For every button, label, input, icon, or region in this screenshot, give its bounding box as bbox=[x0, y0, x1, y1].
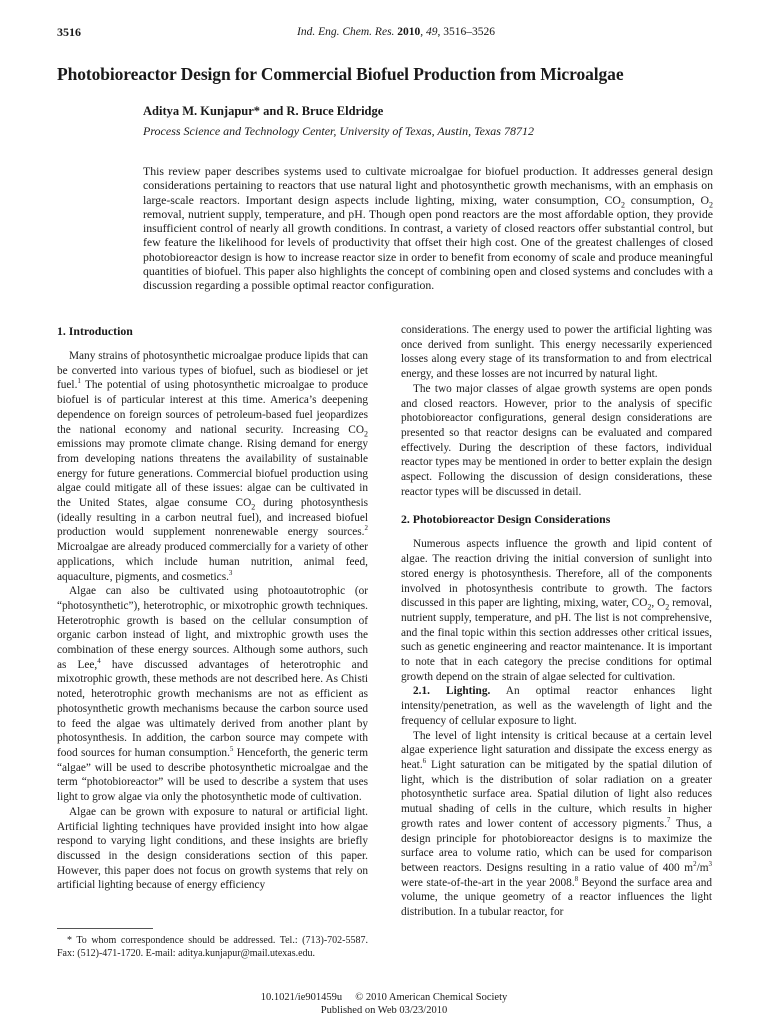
footnote-divider bbox=[57, 928, 153, 929]
lighting-paragraph-1: 2.1. Lighting. An optimal reactor enhances light intensity/penetration, as well as the wavelength of light and the frequency of cellular exposure to light. bbox=[401, 685, 712, 727]
author-affiliation: Process Science and Technology Center, University of Texas, Austin, Texas 78712 bbox=[143, 124, 534, 138]
design-paragraph-1: Numerous aspects influence the growth and lipid content of algae. The reaction driving the initial conversion of sunlight into stored energy is photosynthesis. Therefore, all of the components involved in photosynthesis contribute to growth. The factors discussed in this paper are lighting, mixing, water, $CO_2$, $O_2$ removal, nutrient supply, temperature, and pH. The list is not comprehensive, and the final topic within this section addresses other critical issues, such as genetic engineering and reactor maintenance. It is important to note that in each category the precise conditions for optimal growth depend on the strain of algae selected for cultivation. bbox=[401, 538, 712, 683]
left-column bbox=[57, 323, 368, 893]
lighting-paragraph-2: The level of light intensity is critical because at a certain level algae experience light saturation and dissipate the excess energy as heat.$^6$ Light saturation can be mitigated by the spatial dilution of light, which is the distribution of solar radiation on a greater photosynthetic surface area. Spatial dilution of light also reduces mutual shading of cells in the culture, which results in higher growth rates and lower content of accessory pigments.$^7$ Thus, a design principle for photobioreactor designs is to maximize the surface area to volume ratio, which can be used for comparison between reactors. Designs resulting in a ratio value of 400 $m^2/m^3$ were state-of-the-art in the year 2008.$^8$ Beyond the surface area and volume, the unique geometry of a reactor influences the light distribution. In a tubular reactor, for bbox=[401, 729, 712, 919]
published-date: Published on Web 03/23/2010 bbox=[320, 1005, 448, 1016]
copyright-text: © 2010 American Chemical Society bbox=[355, 992, 508, 1003]
running-header bbox=[57, 25, 711, 43]
intro-paragraph-3: Algae can be grown with exposure to natural or artificial light. Artificial lighting techniques have provided insight into how algae respond to varying light conditions, and these insights are briefly discussed in the design considerations section of this paper. However, this paper does not focus on growth systems that rely on artificial lighting because of energy efficiency bbox=[57, 805, 368, 892]
citation-ref: 1 bbox=[77, 377, 81, 386]
author-list: Aditya M. Kunjapur* and R. Bruce Eldridge bbox=[143, 104, 384, 118]
citation-ref: 2 bbox=[364, 524, 368, 533]
citation-ref: 4 bbox=[97, 657, 101, 665]
citation-ref: 8 bbox=[574, 874, 579, 883]
citation-ref: 3 bbox=[228, 568, 233, 577]
correspondence-footnote: * To whom correspondence should be addressed. Tel.: (713)-702-5587. Fax: (512)-471-1720. E-mail: aditya.kunjapur@mail.utexas.edu. bbox=[57, 935, 368, 959]
journal-pages: 3516–3526 bbox=[443, 26, 496, 38]
citation-ref: 7 bbox=[666, 816, 671, 825]
section-heading-introduction: 1. Introduction bbox=[57, 324, 133, 338]
intro-paragraph-2: Algae can also be cultivated using photoautotrophic (or “photosynthetic”), heterotrophic, or mixotrophic growth techniques. Heterotrophic growth is based on the cellular consumption of organic carbon instead of light, and mixtrophic growth uses the combination of these energy sources. Although some authors, such as Lee,$^4$ have discussed advantages of heterotrophic and mixotrophic growth, these methods are not described here. As Chisti noted, heterotrophic growth mechanisms are not as efficient as photosynthetic growth mechanisms because the carbon source used to feed the algae was ultimately derived from another plant by photosynthesis. In addition, the carbon source may compete with food sources for human consumption.$^5$ Henceforth, the generic term “algae” will be used to describe photosynthetic microalgae and the term “photobioreactor” will be used to describe a system that uses light to grow algae via only the photosynthetic mode of cultivation. bbox=[57, 585, 368, 804]
section-heading-design-considerations: 2. Photobioreactor Design Considerations bbox=[401, 512, 611, 527]
intro-paragraph-4: The two major classes of algae growth systems are open ponds and closed reactors. However, prior to the analysis of specific photobioreactor configurations, general design considerations are presented so that reactor designs can be evaluated and compared effectively. During the description of these factors, individual reactor types may be mentioned in order to better explain the design aspect. Following the discussion of design considerations, these reactor types will be discussed in detail. bbox=[401, 382, 712, 498]
right-column bbox=[401, 323, 712, 920]
citation-ref: 6 bbox=[422, 757, 427, 766]
page-footer bbox=[0, 991, 768, 1017]
paper-title: Photobioreactor Design for Commercial Biofuel Production from Microalgae bbox=[57, 64, 624, 84]
journal-year: 2010 bbox=[397, 26, 421, 38]
journal-volume: 49 bbox=[426, 26, 438, 38]
intro-paragraph-continued: considerations. The energy used to power the artificial lighting was once derived from sunlight. This energy necessarily experienced losses along every stage of its transformation to and from electrical energy, and these losses are not incurred by natural light. bbox=[401, 324, 712, 381]
doi-text: 10.1021/ie901459u bbox=[260, 992, 343, 1003]
journal-name: Ind. Eng. Chem. Res. bbox=[297, 26, 395, 38]
journal-citation: Ind. Eng. Chem. Res. 2010, 49, 3516–3526 bbox=[297, 26, 496, 38]
abstract: This review paper describes systems used to cultivate microalgae for biofuel production. It addresses general design considerations pertaining to reactors that use natural light and photosynthetic growth mechanisms, with an emphasis on large-scale reactors. Important design aspects include lighting, mixing, water consumption, $CO_2$ consumption, $O_2$ removal, nutrient supply, temperature, and pH. Though open pond reactors are the most affordable option, they provide insufficient control of nearly all growth conditions. In contrast, a variety of closed reactors offer substantial control, but few feature the likelihood for levels of productivity that offset their high cost. One of the greatest challenges of closed photobioreactor design is how to increase reactor size in order to benefit from economy of scale and produce meaningful quantities of biofuel. This paper also highlights the concept of combining open and closed systems and concludes with a discussion regarding a possible optimal reactor configuration. bbox=[143, 164, 713, 293]
intro-paragraph-1: Many strains of photosynthetic microalgae produce lipids that can be converted into various types of biofuel, such as biodiesel or jet fuel.$^1$ The potential of using photosynthetic microalgae to produce biofuel is of particular interest at this time. America’s deepening dependence on foreign sources of petroleum-based fuel jeopardizes the national economy and national security. Increasing $CO_2$ emissions may promote climate change. Rising demand for energy from developing nations threatens the availability of sustainable energy for future generations. Commercial biofuel production using algae could mitigate all of these issues: algae can be cultivated in the United States, algae consume $CO_2$ during photosynthesis (ideally resulting in a carbon neutral fuel), and increased biofuel production would supplement nonrenewable energy sources.$^2$ Microalgae are already produced commercially for a variety of other applications, which include human nutrition, animal feed, aquaculture, pigments, and cosmetics.$^3$ bbox=[57, 350, 368, 583]
subsection-heading-lighting: 2.1. Lighting. bbox=[413, 685, 491, 698]
page-number: 3516 bbox=[57, 25, 81, 39]
citation-ref: 5 bbox=[229, 745, 234, 754]
